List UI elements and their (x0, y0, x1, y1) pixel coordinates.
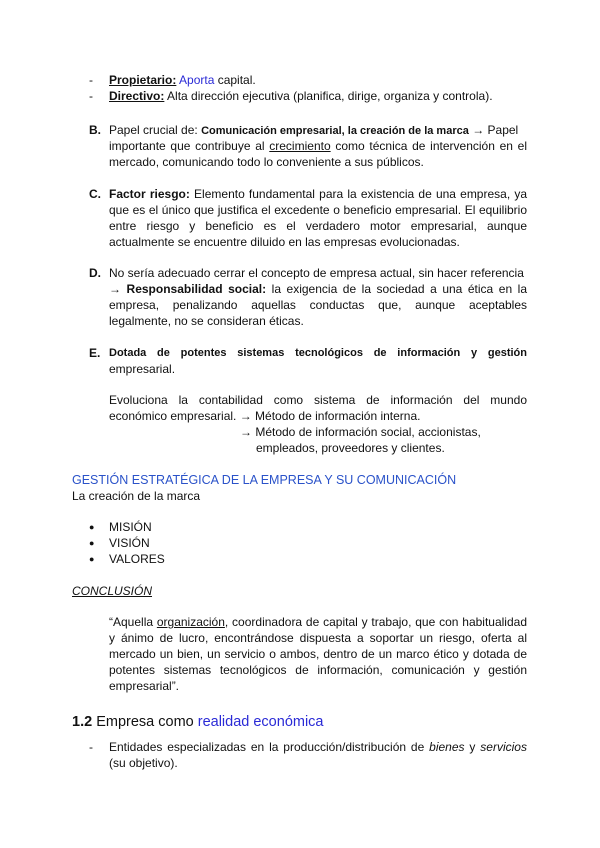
item-b-text: Papel crucial de: (109, 123, 202, 137)
role-owner-highlight: Aporta (179, 73, 215, 87)
item-letter-b: B. (89, 123, 101, 137)
item-e-para-line3: → Método de información social, accionistas, (240, 425, 481, 439)
item-d-arrow: → (109, 282, 127, 296)
item-text: y (464, 740, 481, 754)
item-d-line2 (109, 281, 527, 297)
item-b-line3: mercado, comunicando todo lo conveniente a sus públicos. (109, 155, 424, 169)
section-1-2-item-line1 (109, 739, 527, 755)
item-d-line4: legalmente, no se consideran éticas. (109, 314, 304, 328)
section-subheading-marca: La creación de la marca (72, 489, 201, 503)
item-b-text: importante que contribuye al (109, 139, 270, 153)
role-owner-label: Propietario: (109, 73, 177, 87)
item-c-bold: Factor riesgo: (109, 187, 190, 201)
item-e-line2: empresarial. (109, 362, 176, 376)
role-director (109, 88, 493, 104)
item-text: Entidades especializadas en la producción/distribución de (109, 740, 430, 754)
role-director-label: Directivo: (109, 89, 165, 103)
item-c-line4: actualmente se encuentre diluido en las empresas evolucionadas. (109, 235, 460, 249)
item-b-line1 (109, 122, 527, 139)
role-owner-text: capital. (214, 73, 256, 87)
item-b-underlined: crecimiento (269, 139, 331, 153)
section-title-text: Empresa como (92, 714, 198, 730)
item-letter-d: D. (89, 266, 101, 280)
item-c-line1 (109, 186, 527, 202)
bullet-item-mision: MISIÓN (109, 520, 152, 534)
conclusion-title: CONCLUSIÓN (72, 584, 153, 598)
item-c-text: Elemento fundamental para la existencia de una empresa, ya (189, 187, 528, 201)
conclusion-quote-line1 (109, 614, 527, 630)
item-b-bold: Comunicación empresarial, la creación de la marca (201, 125, 469, 137)
item-letter-e: E. (89, 346, 101, 360)
section-heading-1-2 (72, 713, 324, 731)
quote-text: , coordinadora de capital y trabajo, que con habitualidad (224, 615, 527, 629)
bullet-icon: ● (89, 538, 95, 548)
bullet-item-valores: VALORES (109, 552, 165, 566)
section-heading-gestion: GESTIÓN ESTRATÉGICA DE LA EMPRESA Y SU COMUNICACIÓN (72, 473, 457, 487)
item-e-line1: Dotada de potentes sistemas tecnológicos de información y gestión (109, 347, 527, 359)
role-owner (109, 72, 256, 88)
conclusion-quote-line5: empresarial”. (109, 679, 180, 693)
item-d-text: la exigencia de la sociedad a una ética en la (266, 282, 527, 296)
role-director-text: Alta dirección ejecutiva (planifica, dirige, organiza y controla). (164, 89, 493, 103)
item-d-line3: empresa, penalizando aquellas conductas que, aunque aceptables (109, 298, 527, 312)
list-dash: - (89, 740, 93, 754)
item-italic: servicios (480, 740, 527, 754)
item-b-line2 (109, 138, 527, 154)
section-title-highlight: realidad económica (197, 714, 324, 730)
section-number: 1.2 (72, 714, 93, 730)
item-c-line3: entre riesgo y beneficio es el verdadero motor empresarial, aunque (109, 219, 527, 233)
item-e-para-line2: económico empresarial. → Método de información interna. (109, 409, 421, 423)
item-letter-c: C. (89, 187, 101, 201)
list-dash: - (89, 73, 93, 87)
bullet-icon: ● (89, 522, 95, 532)
item-b-text: como técnica de intervención en el (330, 139, 527, 153)
conclusion-quote-line4: potentes sistemas tecnológicos de información, comunicación y gestión (109, 663, 527, 677)
quote-text: “Aquella (109, 615, 157, 629)
section-1-2-item-line2: (su objetivo). (109, 756, 178, 770)
quote-underlined: organización (156, 615, 225, 629)
conclusion-quote-line3: mercado un bien, un servicio o ambos, dentro de un marco ético y dotada de (109, 647, 527, 661)
bullet-icon: ● (89, 554, 95, 564)
item-e-para-line1: Evoluciona la contabilidad como sistema de información del mundo (109, 393, 527, 407)
item-d-bold: Responsabilidad social: (126, 282, 267, 296)
item-d-line1: No sería adecuado cerrar el concepto de empresa actual, sin hacer referencia (109, 266, 524, 280)
conclusion-quote-line2: y ánimo de lucro, encontrándose dispuesta a soportar un riesgo, oferta al (109, 631, 527, 645)
item-b-text: → Papel (468, 123, 519, 137)
item-italic: bienes (429, 740, 465, 754)
list-dash: - (89, 89, 93, 103)
item-c-line2: que es el único que justifica el excedente o beneficio empresarial. El equilibrio (109, 203, 527, 217)
bullet-item-vision: VISIÓN (109, 536, 150, 550)
item-e-para-line4: empleados, proveedores y clientes. (256, 441, 445, 455)
